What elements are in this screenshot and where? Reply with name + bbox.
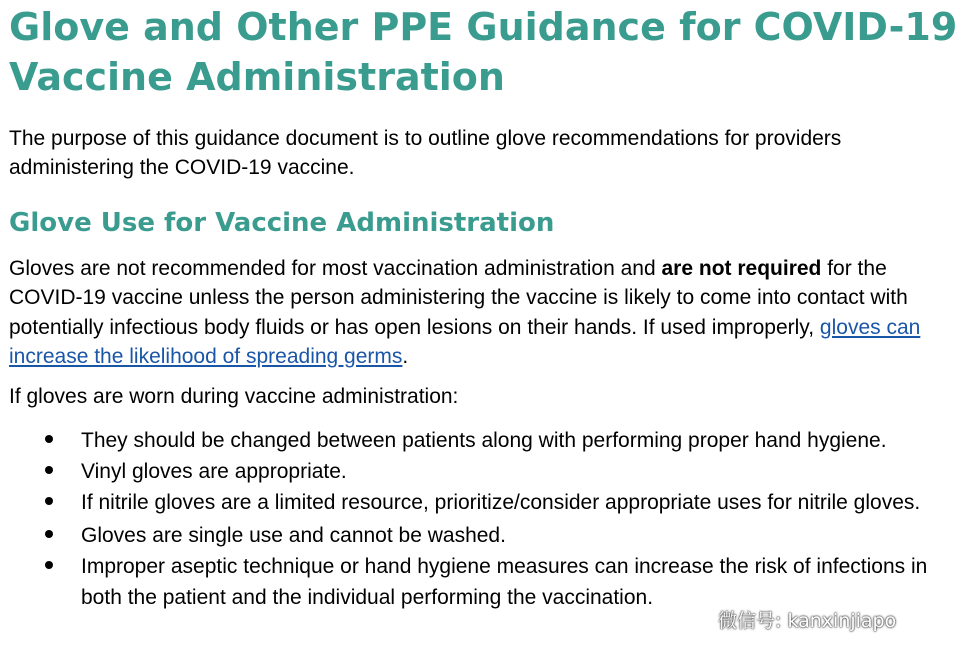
bullet-icon <box>45 435 53 443</box>
bullet-icon <box>45 530 53 538</box>
list-item-text: Gloves are single use and cannot be washed. <box>81 524 506 547</box>
paragraph-text-2: for the COVID-19 vaccine unless the person administering the vaccine is likely to come into contact with potentially infectious body fluids or has open lesions on their hands. If used improperly, <box>9 257 908 339</box>
bullet-icon <box>45 497 53 505</box>
list-item-text: Vinyl gloves are appropriate. <box>81 460 347 483</box>
germs-link[interactable]: gloves can increase the likelihood of spreading germs <box>9 315 921 368</box>
list-item <box>0 425 951 456</box>
bullet-icon <box>45 466 53 474</box>
list-item <box>0 520 951 551</box>
wechat-icon <box>672 605 712 633</box>
list-item-text: They should be changed between patients along with performing proper hand hygiene. <box>81 429 887 452</box>
paragraph-bold-text: are not required <box>661 257 822 280</box>
list-item <box>0 487 951 518</box>
bullet-list <box>0 425 968 613</box>
glove-use-paragraph <box>9 254 959 371</box>
page-title: Glove and Other PPE Guidance for COVID-19 Vaccine Administration <box>9 5 958 99</box>
watermark <box>672 604 896 634</box>
paragraph-text-3: . <box>402 344 409 368</box>
paragraph-text-1: Gloves are not recommended for most vaccination administration and <box>9 257 662 280</box>
list-item <box>0 456 951 487</box>
list-item-text: Improper aseptic technique or hand hygiene measures can increase the risk of infections in both the patient and the individual performing the vaccination. <box>81 555 928 609</box>
list-item-text: If nitrile gloves are a limited resource, prioritize/consider appropriate uses for nitrile gloves. <box>81 491 921 514</box>
bullets-lead-in: If gloves are worn during vaccine administration: <box>9 385 459 408</box>
intro-paragraph: The purpose of this guidance document is to outline glove recommendations for providers administering the COVID-19 vaccine. <box>9 127 842 179</box>
bullet-icon <box>45 561 53 569</box>
section-heading: Glove Use for Vaccine Administration <box>9 208 555 238</box>
watermark-text: 微信号: kanxinjiapo <box>718 609 897 632</box>
